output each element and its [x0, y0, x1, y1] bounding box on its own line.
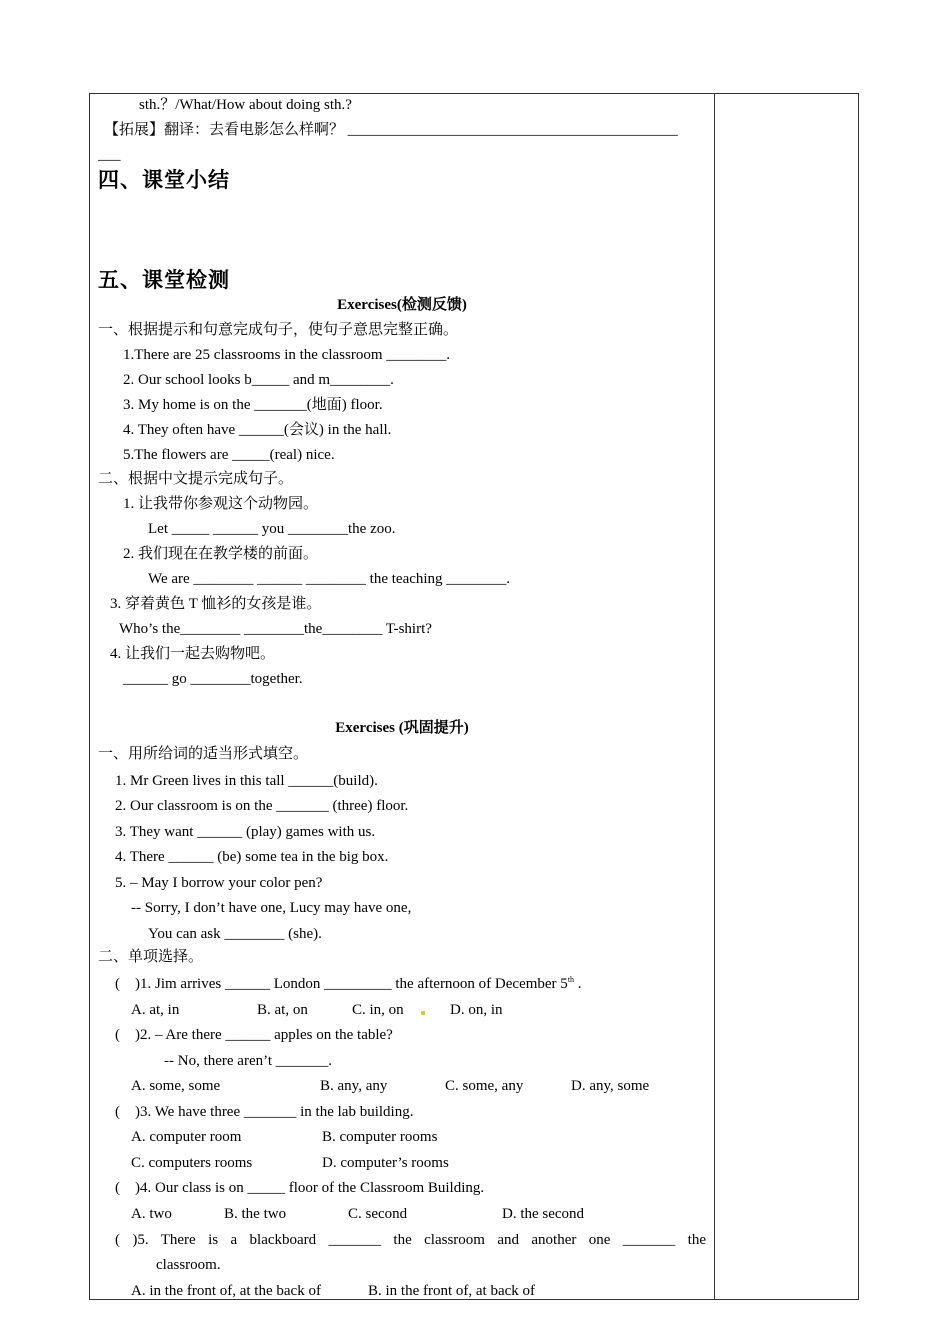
exercise-item: Let _____ ______ you ________the zoo. [148, 521, 396, 537]
option-d: D. the second [502, 1206, 585, 1222]
chinese-prompt: 4. 让我们一起去购物吧。 [110, 646, 276, 662]
option-a: A. at, in [131, 1002, 180, 1018]
question-5: ( )5. There is a blackboard _______ the classroom and another one _______ the [115, 1232, 706, 1248]
section-heading-test: 五、课堂检测 [98, 268, 230, 292]
option-a: A. some, some [131, 1078, 221, 1094]
option-c: C. computers rooms [131, 1155, 253, 1171]
exercise-item: You can ask ________ (she). [148, 926, 322, 942]
option-d: D. any, some [571, 1078, 650, 1094]
exercise-item: 4. They often have ______(会议) in the hall. [123, 422, 392, 438]
extension-prompt: 【拓展】翻译：去看电影怎么样啊？ ____________________________________________ [104, 122, 678, 138]
question-2: ( )2. – Are there ______ apples on the table? [115, 1027, 393, 1043]
option-c: C. second [348, 1206, 408, 1222]
chinese-prompt: 1. 让我带你参观这个动物园。 [123, 496, 319, 512]
option-a: A. computer room [131, 1129, 242, 1145]
exercise-item: 5. – May I borrow your color pen? [115, 875, 323, 891]
answer-blank-continuation: ___ [98, 147, 121, 163]
part-heading: 二、根据中文提示完成句子。 [98, 471, 294, 487]
exercise-item: 3. My home is on the _______(地面) floor. [123, 397, 383, 413]
option-b: B. computer rooms [322, 1129, 438, 1145]
question-1-text: ( )1. Jim arrives ______ London _________ the afternoon of December 5 [115, 976, 568, 992]
option-b: B. the two [224, 1206, 287, 1222]
exercise-item: 3. They want ______ (play) games with us. [115, 824, 376, 840]
exercise-item: 4. There ______ (be) some tea in the big box. [115, 849, 389, 865]
text-line: sth.？/What/How about doing sth.? [139, 97, 352, 113]
chinese-prompt: 2. 我们现在在教学楼的前面。 [123, 546, 319, 562]
ordinal-suffix: th [567, 975, 575, 984]
question-4: ( )4. Our class is on _____ floor of the Classroom Building. [115, 1180, 485, 1196]
exercise-item: We are ________ ______ ________ the teaching ________. [148, 571, 511, 587]
exercise-item: 2. Our classroom is on the _______ (three) floor. [115, 798, 409, 814]
section-heading-summary: 四、课堂小结 [98, 168, 230, 192]
option-d: D. computer’s rooms [322, 1155, 449, 1171]
question-1 [115, 975, 582, 993]
exercise-item: Who’s the________ ________the________ T-shirt? [119, 621, 432, 637]
option-b: B. any, any [320, 1078, 388, 1094]
option-d: D. on, in [450, 1002, 503, 1018]
option-b: B. at, on [257, 1002, 308, 1018]
stray-mark [421, 1011, 425, 1015]
question-5-continuation: classroom. [156, 1257, 221, 1273]
option-c: C. in, on [352, 1002, 404, 1018]
question-1-end: . [574, 976, 582, 992]
option-c: C. some, any [445, 1078, 524, 1094]
exercise-item: 5.The flowers are _____(real) nice. [123, 447, 335, 463]
exercise-item: -- Sorry, I don’t have one, Lucy may have one, [131, 900, 412, 916]
part-heading: 一、根据提示和句意完成句子，使句子意思完整正确。 [98, 322, 459, 338]
exercise-item: 1.There are 25 classrooms in the classroom ________. [123, 347, 451, 363]
exercise-item: 2. Our school looks b_____ and m________. [123, 372, 394, 388]
option-b: B. in the front of, at back of [368, 1283, 536, 1299]
exercise-title-consolidation: Exercises (巩固提升) [335, 720, 469, 736]
chinese-prompt: 3. 穿着黄色 T 恤衫的女孩是谁。 [110, 596, 322, 612]
option-a: A. in the front of, at the back of [131, 1283, 321, 1299]
option-a: A. two [131, 1206, 172, 1222]
exercise-item: 1. Mr Green lives in this tall ______(build). [115, 773, 378, 789]
table-column-divider [714, 93, 715, 1300]
part-heading: 一、用所给词的适当形式填空。 [98, 746, 309, 762]
question-3: ( )3. We have three _______ in the lab building. [115, 1104, 414, 1120]
question-2-response: -- No, there aren’t _______. [164, 1053, 333, 1069]
exercise-item: ______ go ________together. [123, 671, 303, 687]
part-heading: 二、单项选择。 [98, 949, 204, 965]
exercise-title-feedback: Exercises(检测反馈) [337, 297, 467, 313]
